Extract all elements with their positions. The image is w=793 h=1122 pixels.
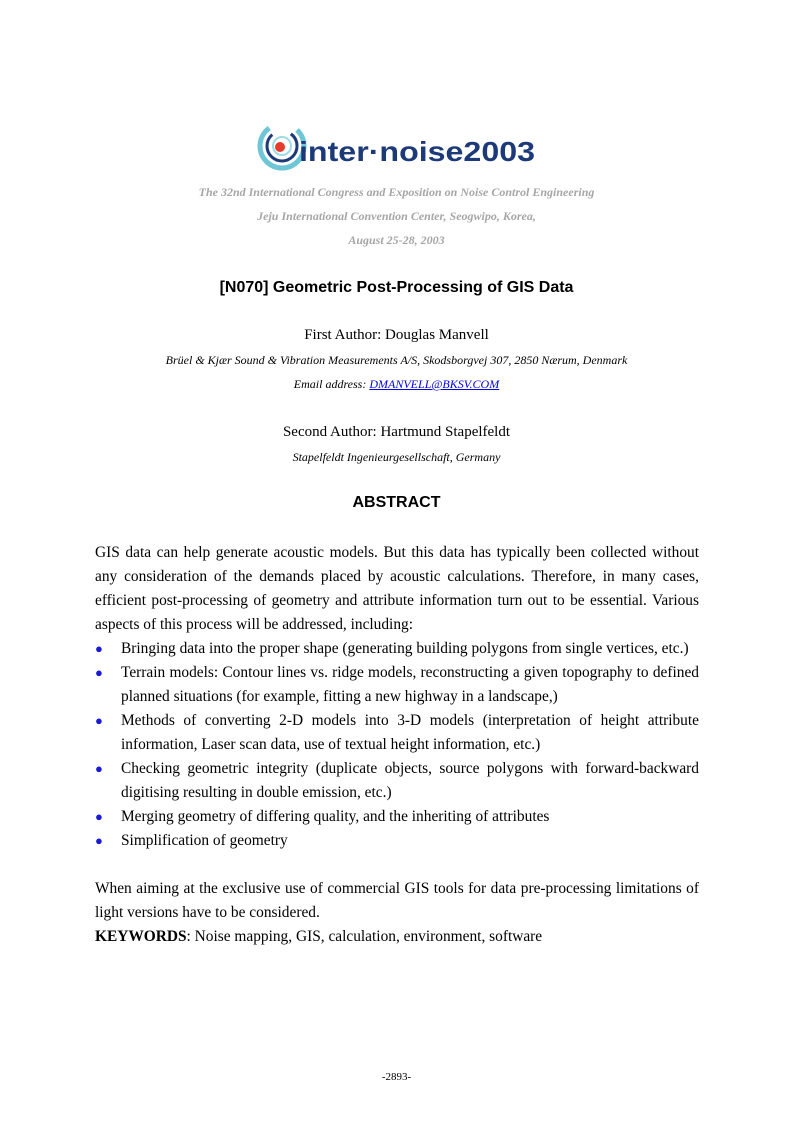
list-item-text: Methods of converting 2-D models into 3-D models (interpretation of height attribute information, Laser scan data, use of textual height information, etc.) — [121, 712, 699, 753]
bullet-icon: ● — [95, 761, 103, 776]
keywords-line — [95, 925, 699, 949]
abstract-closing: When aiming at the exclusive use of commercial GIS tools for data pre-processing limitations of light versions have to be considered. — [95, 880, 699, 921]
conference-name: The 32nd International Congress and Exposition on Noise Control Engineering — [198, 185, 595, 199]
first-author-affiliation: Brüel & Kjær Sound & Vibration Measurements A/S, Skodsborgvej 307, 2850 Nærum, Denmark — [165, 353, 628, 367]
bullet-icon: ● — [95, 809, 103, 824]
list-item-text: Checking geometric integrity (duplicate objects, source polygons with forward-backward digitising resulting in double emission, etc.) — [121, 760, 699, 801]
list-item — [95, 805, 699, 829]
list-item — [95, 661, 699, 709]
paper-title: [N070] Geometric Post-Processing of GIS Data — [219, 279, 574, 296]
conference-logo — [255, 120, 545, 176]
page-number: -2893- — [381, 1071, 412, 1083]
bullet-icon: ● — [95, 833, 103, 848]
logo-wordmark: inter·noise2003 — [299, 136, 535, 167]
bullet-icon: ● — [95, 665, 103, 680]
bullet-icon: ● — [95, 713, 103, 728]
conference-venue: Jeju International Convention Center, Seogwipo, Korea, — [257, 209, 536, 223]
first-author-email-line — [0, 377, 793, 392]
conference-swirl-logo-icon — [255, 120, 545, 176]
list-item-text: Terrain models: Contour lines vs. ridge models, reconstructing a given topography to defined planned situations (for example, fitting a new highway in a landscape,) — [121, 664, 699, 705]
abstract-intro: GIS data can help generate acoustic models. But this data has typically been collected without any consideration of the demands placed by acoustic calculations. Therefore, in many cases, efficient post-processing of geometry and attribute information turn out to be essential. Various aspects of this process will be addressed, including: — [95, 544, 699, 633]
second-author: Second Author: Hartmund Stapelfeldt — [282, 424, 511, 440]
list-item — [95, 829, 699, 853]
second-author-affiliation: Stapelfeldt Ingenieurgesellschaft, Germany — [292, 450, 501, 464]
keywords-label: KEYWORDS — [95, 928, 187, 945]
email-link[interactable]: DMANVELL@BKSV.COM — [369, 377, 500, 391]
email-label: Email address: — [293, 377, 370, 391]
abstract-heading: ABSTRACT — [352, 494, 441, 511]
bullet-icon: ● — [95, 641, 103, 656]
abstract-bullet-list — [95, 637, 699, 853]
conference-dates: August 25-28, 2003 — [348, 233, 445, 247]
list-item-text: Simplification of geometry — [121, 832, 288, 849]
keywords-text: : Noise mapping, GIS, calculation, environment, software — [186, 928, 543, 945]
list-item-text: Bringing data into the proper shape (generating building polygons from single vertices, etc.) — [121, 640, 689, 657]
list-item-text: Merging geometry of differing quality, and the inheriting of attributes — [121, 808, 550, 825]
first-author: First Author: Douglas Manvell — [304, 327, 489, 343]
list-item — [95, 709, 699, 757]
list-item — [95, 637, 699, 661]
list-item — [95, 757, 699, 805]
